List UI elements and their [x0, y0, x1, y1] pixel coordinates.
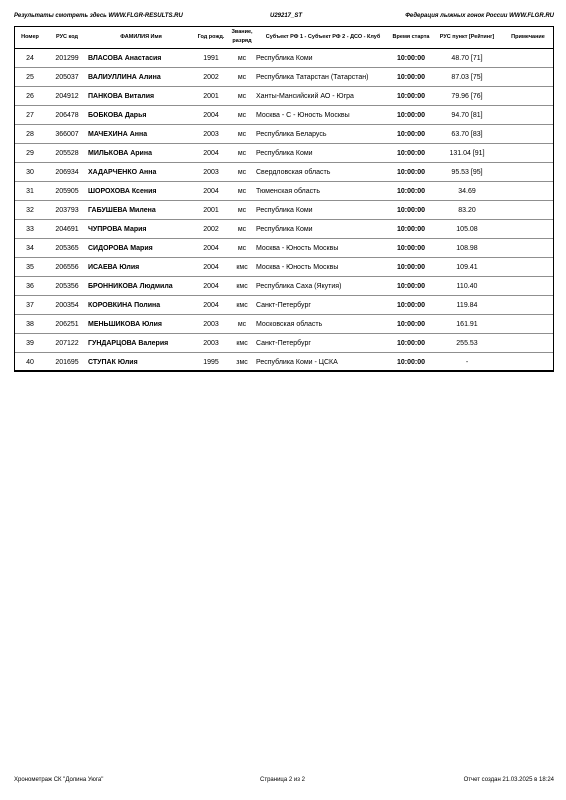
region-cell: Республика Коми: [256, 144, 390, 163]
start-time-cell: 10:00:00: [390, 125, 432, 144]
name-cell: МИЛЬКОВА Арина: [88, 144, 194, 163]
col-name: ФАМИЛИЯ Имя: [88, 26, 194, 49]
note-cell: [502, 334, 554, 353]
region-cell: Санкт-Петербург: [256, 296, 390, 315]
rus-code-cell: 206934: [46, 163, 88, 182]
rus-points-cell: 83.20: [432, 201, 502, 220]
rank-cell: мс: [228, 239, 256, 258]
rank-cell: мс: [228, 49, 256, 68]
start-time-cell: 10:00:00: [390, 258, 432, 277]
birth-year-cell: 2004: [194, 277, 228, 296]
table-row: [14, 163, 554, 182]
table-row: [14, 258, 554, 277]
table-header-row: [14, 26, 554, 49]
table-row: [14, 315, 554, 334]
table-row: [14, 144, 554, 163]
number-cell: 27: [14, 106, 46, 125]
rus-code-cell: 205528: [46, 144, 88, 163]
table-row: [14, 87, 554, 106]
rus-points-cell: 87.03 [75]: [432, 68, 502, 87]
col-rus-points: РУС пункт [Рейтинг]: [432, 26, 502, 49]
region-cell: Республика Беларусь: [256, 125, 390, 144]
birth-year-cell: 2001: [194, 87, 228, 106]
name-cell: КОРОВКИНА Полина: [88, 296, 194, 315]
page-counter: Страница 2 из 2: [260, 777, 305, 783]
rank-cell: мс: [228, 182, 256, 201]
name-cell: МАЧЕХИНА Анна: [88, 125, 194, 144]
table-row: [14, 239, 554, 258]
table-row: [14, 220, 554, 239]
rus-points-cell: 131.04 [91]: [432, 144, 502, 163]
region-cell: Тюменская область: [256, 182, 390, 201]
start-time-cell: 10:00:00: [390, 334, 432, 353]
rus-points-cell: 95.53 [95]: [432, 163, 502, 182]
note-cell: [502, 296, 554, 315]
rank-cell: мс: [228, 106, 256, 125]
birth-year-cell: 2002: [194, 220, 228, 239]
number-cell: 33: [14, 220, 46, 239]
col-region: Субъект РФ 1 - Субъект РФ 2 - ДСО - Клуб: [256, 26, 390, 49]
name-cell: ХАДАРЧЕНКО Анна: [88, 163, 194, 182]
birth-year-cell: 2004: [194, 239, 228, 258]
table-row: [14, 182, 554, 201]
rus-points-cell: 161.91: [432, 315, 502, 334]
rus-points-cell: 94.70 [81]: [432, 106, 502, 125]
birth-year-cell: 2004: [194, 144, 228, 163]
table-row: [14, 68, 554, 87]
number-cell: 30: [14, 163, 46, 182]
rus-points-cell: 255.53: [432, 334, 502, 353]
table-row: [14, 353, 554, 372]
start-time-cell: 10:00:00: [390, 182, 432, 201]
rus-code-cell: 205905: [46, 182, 88, 201]
rus-code-cell: 366007: [46, 125, 88, 144]
note-cell: [502, 220, 554, 239]
federation-label: Федерация лыжных гонок России WWW.FLGR.RU: [405, 13, 554, 19]
report-created: Отчет создан 21.03.2025 в 18:24: [463, 777, 554, 783]
name-cell: МЕНЬШИКОВА Юлия: [88, 315, 194, 334]
rank-cell: мс: [228, 68, 256, 87]
rus-code-cell: 205037: [46, 68, 88, 87]
start-time-cell: 10:00:00: [390, 163, 432, 182]
rus-code-cell: 206556: [46, 258, 88, 277]
start-time-cell: 10:00:00: [390, 106, 432, 125]
rank-cell: мс: [228, 220, 256, 239]
rank-cell: кмс: [228, 277, 256, 296]
rus-points-cell: 34.69: [432, 182, 502, 201]
number-cell: 39: [14, 334, 46, 353]
rank-cell: мс: [228, 144, 256, 163]
results-site-label: Результаты смотреть здесь WWW.FLGR-RESULTS.RU: [14, 13, 183, 19]
page-footer: [14, 777, 554, 787]
rank-cell: мс: [228, 163, 256, 182]
birth-year-cell: 1991: [194, 49, 228, 68]
note-cell: [502, 239, 554, 258]
table-row: [14, 277, 554, 296]
note-cell: [502, 125, 554, 144]
rus-code-cell: 200354: [46, 296, 88, 315]
rus-points-cell: 109.41: [432, 258, 502, 277]
number-cell: 29: [14, 144, 46, 163]
number-cell: 36: [14, 277, 46, 296]
number-cell: 28: [14, 125, 46, 144]
region-cell: Республика Саха (Якутия): [256, 277, 390, 296]
rus-points-cell: 110.40: [432, 277, 502, 296]
region-cell: Республика Татарстан (Татарстан): [256, 68, 390, 87]
name-cell: ПАНКОВА Виталия: [88, 87, 194, 106]
region-cell: Москва - С - Юность Москвы: [256, 106, 390, 125]
rus-code-cell: 204912: [46, 87, 88, 106]
region-cell: Москва - Юность Москвы: [256, 239, 390, 258]
start-time-cell: 10:00:00: [390, 239, 432, 258]
birth-year-cell: 2003: [194, 163, 228, 182]
number-cell: 26: [14, 87, 46, 106]
number-cell: 37: [14, 296, 46, 315]
start-time-cell: 10:00:00: [390, 68, 432, 87]
rank-cell: змс: [228, 353, 256, 372]
birth-year-cell: 2003: [194, 125, 228, 144]
rus-code-cell: 205356: [46, 277, 88, 296]
rus-code-cell: 205365: [46, 239, 88, 258]
name-cell: ИСАЕВА Юлия: [88, 258, 194, 277]
start-time-cell: 10:00:00: [390, 315, 432, 334]
note-cell: [502, 182, 554, 201]
start-time-cell: 10:00:00: [390, 220, 432, 239]
birth-year-cell: 1995: [194, 353, 228, 372]
name-cell: ВЛАСОВА Анастасия: [88, 49, 194, 68]
note-cell: [502, 258, 554, 277]
number-cell: 35: [14, 258, 46, 277]
number-cell: 38: [14, 315, 46, 334]
start-time-cell: 10:00:00: [390, 353, 432, 372]
birth-year-cell: 2004: [194, 106, 228, 125]
region-cell: Московская область: [256, 315, 390, 334]
col-birth-year: Год рожд.: [194, 26, 228, 49]
birth-year-cell: 2004: [194, 182, 228, 201]
rank-cell: мс: [228, 87, 256, 106]
number-cell: 40: [14, 353, 46, 372]
rus-points-cell: -: [432, 353, 502, 372]
start-time-cell: 10:00:00: [390, 277, 432, 296]
note-cell: [502, 201, 554, 220]
col-rus-code: РУС код: [46, 26, 88, 49]
race-code: U29217_ST: [270, 13, 303, 19]
table-row: [14, 49, 554, 68]
region-cell: Республика Коми - ЦСКА: [256, 353, 390, 372]
page-header: [14, 13, 554, 23]
rus-code-cell: 206478: [46, 106, 88, 125]
rus-points-cell: 119.84: [432, 296, 502, 315]
rus-code-cell: 203793: [46, 201, 88, 220]
rus-code-cell: 204691: [46, 220, 88, 239]
table-row: [14, 125, 554, 144]
start-list-table: [14, 26, 554, 372]
rank-cell: мс: [228, 125, 256, 144]
rank-cell: кмс: [228, 296, 256, 315]
table-row: [14, 334, 554, 353]
region-cell: Республика Коми: [256, 49, 390, 68]
name-cell: ВАЛИУЛЛИНА Алина: [88, 68, 194, 87]
number-cell: 31: [14, 182, 46, 201]
start-time-cell: 10:00:00: [390, 87, 432, 106]
col-note: Примечание: [502, 26, 554, 49]
note-cell: [502, 49, 554, 68]
region-cell: Санкт-Петербург: [256, 334, 390, 353]
name-cell: БОБКОВА Дарья: [88, 106, 194, 125]
note-cell: [502, 106, 554, 125]
birth-year-cell: 2003: [194, 334, 228, 353]
timing-label: Хронометраж СК "Долина Уюга": [14, 777, 104, 783]
start-time-cell: 10:00:00: [390, 201, 432, 220]
rus-points-cell: 48.70 [71]: [432, 49, 502, 68]
note-cell: [502, 163, 554, 182]
rus-code-cell: 201695: [46, 353, 88, 372]
start-time-cell: 10:00:00: [390, 49, 432, 68]
rus-code-cell: 201299: [46, 49, 88, 68]
col-rank: Звание, разряд: [228, 26, 256, 49]
start-time-cell: 10:00:00: [390, 144, 432, 163]
rank-cell: мс: [228, 315, 256, 334]
name-cell: ЧУПРОВА Мария: [88, 220, 194, 239]
number-cell: 24: [14, 49, 46, 68]
rank-cell: мс: [228, 201, 256, 220]
start-time-cell: 10:00:00: [390, 296, 432, 315]
birth-year-cell: 2004: [194, 258, 228, 277]
region-cell: Республика Коми: [256, 220, 390, 239]
table-row: [14, 106, 554, 125]
number-cell: 32: [14, 201, 46, 220]
birth-year-cell: 2004: [194, 296, 228, 315]
rus-points-cell: 105.08: [432, 220, 502, 239]
table-row: [14, 296, 554, 315]
region-cell: Москва - Юность Москвы: [256, 258, 390, 277]
rus-code-cell: 207122: [46, 334, 88, 353]
note-cell: [502, 144, 554, 163]
name-cell: СИДОРОВА Мария: [88, 239, 194, 258]
name-cell: ШОРОХОВА Ксения: [88, 182, 194, 201]
col-start-time: Время старта: [390, 26, 432, 49]
name-cell: ГУНДАРЦОВА Валерия: [88, 334, 194, 353]
region-cell: Республика Коми: [256, 201, 390, 220]
note-cell: [502, 315, 554, 334]
rus-points-cell: 79.96 [76]: [432, 87, 502, 106]
rus-code-cell: 206251: [46, 315, 88, 334]
birth-year-cell: 2001: [194, 201, 228, 220]
rank-cell: кмс: [228, 258, 256, 277]
rus-points-cell: 108.98: [432, 239, 502, 258]
note-cell: [502, 353, 554, 372]
birth-year-cell: 2003: [194, 315, 228, 334]
note-cell: [502, 87, 554, 106]
note-cell: [502, 277, 554, 296]
number-cell: 34: [14, 239, 46, 258]
table-row: [14, 201, 554, 220]
region-cell: Свердловская область: [256, 163, 390, 182]
number-cell: 25: [14, 68, 46, 87]
region-cell: Ханты-Мансийский АО - Югра: [256, 87, 390, 106]
birth-year-cell: 2002: [194, 68, 228, 87]
name-cell: СТУПАК Юлия: [88, 353, 194, 372]
rank-cell: кмс: [228, 334, 256, 353]
note-cell: [502, 68, 554, 87]
rus-points-cell: 63.70 [83]: [432, 125, 502, 144]
name-cell: ГАБУШЕВА Милена: [88, 201, 194, 220]
col-number: Номер: [14, 26, 46, 49]
name-cell: БРОННИКОВА Людмила: [88, 277, 194, 296]
